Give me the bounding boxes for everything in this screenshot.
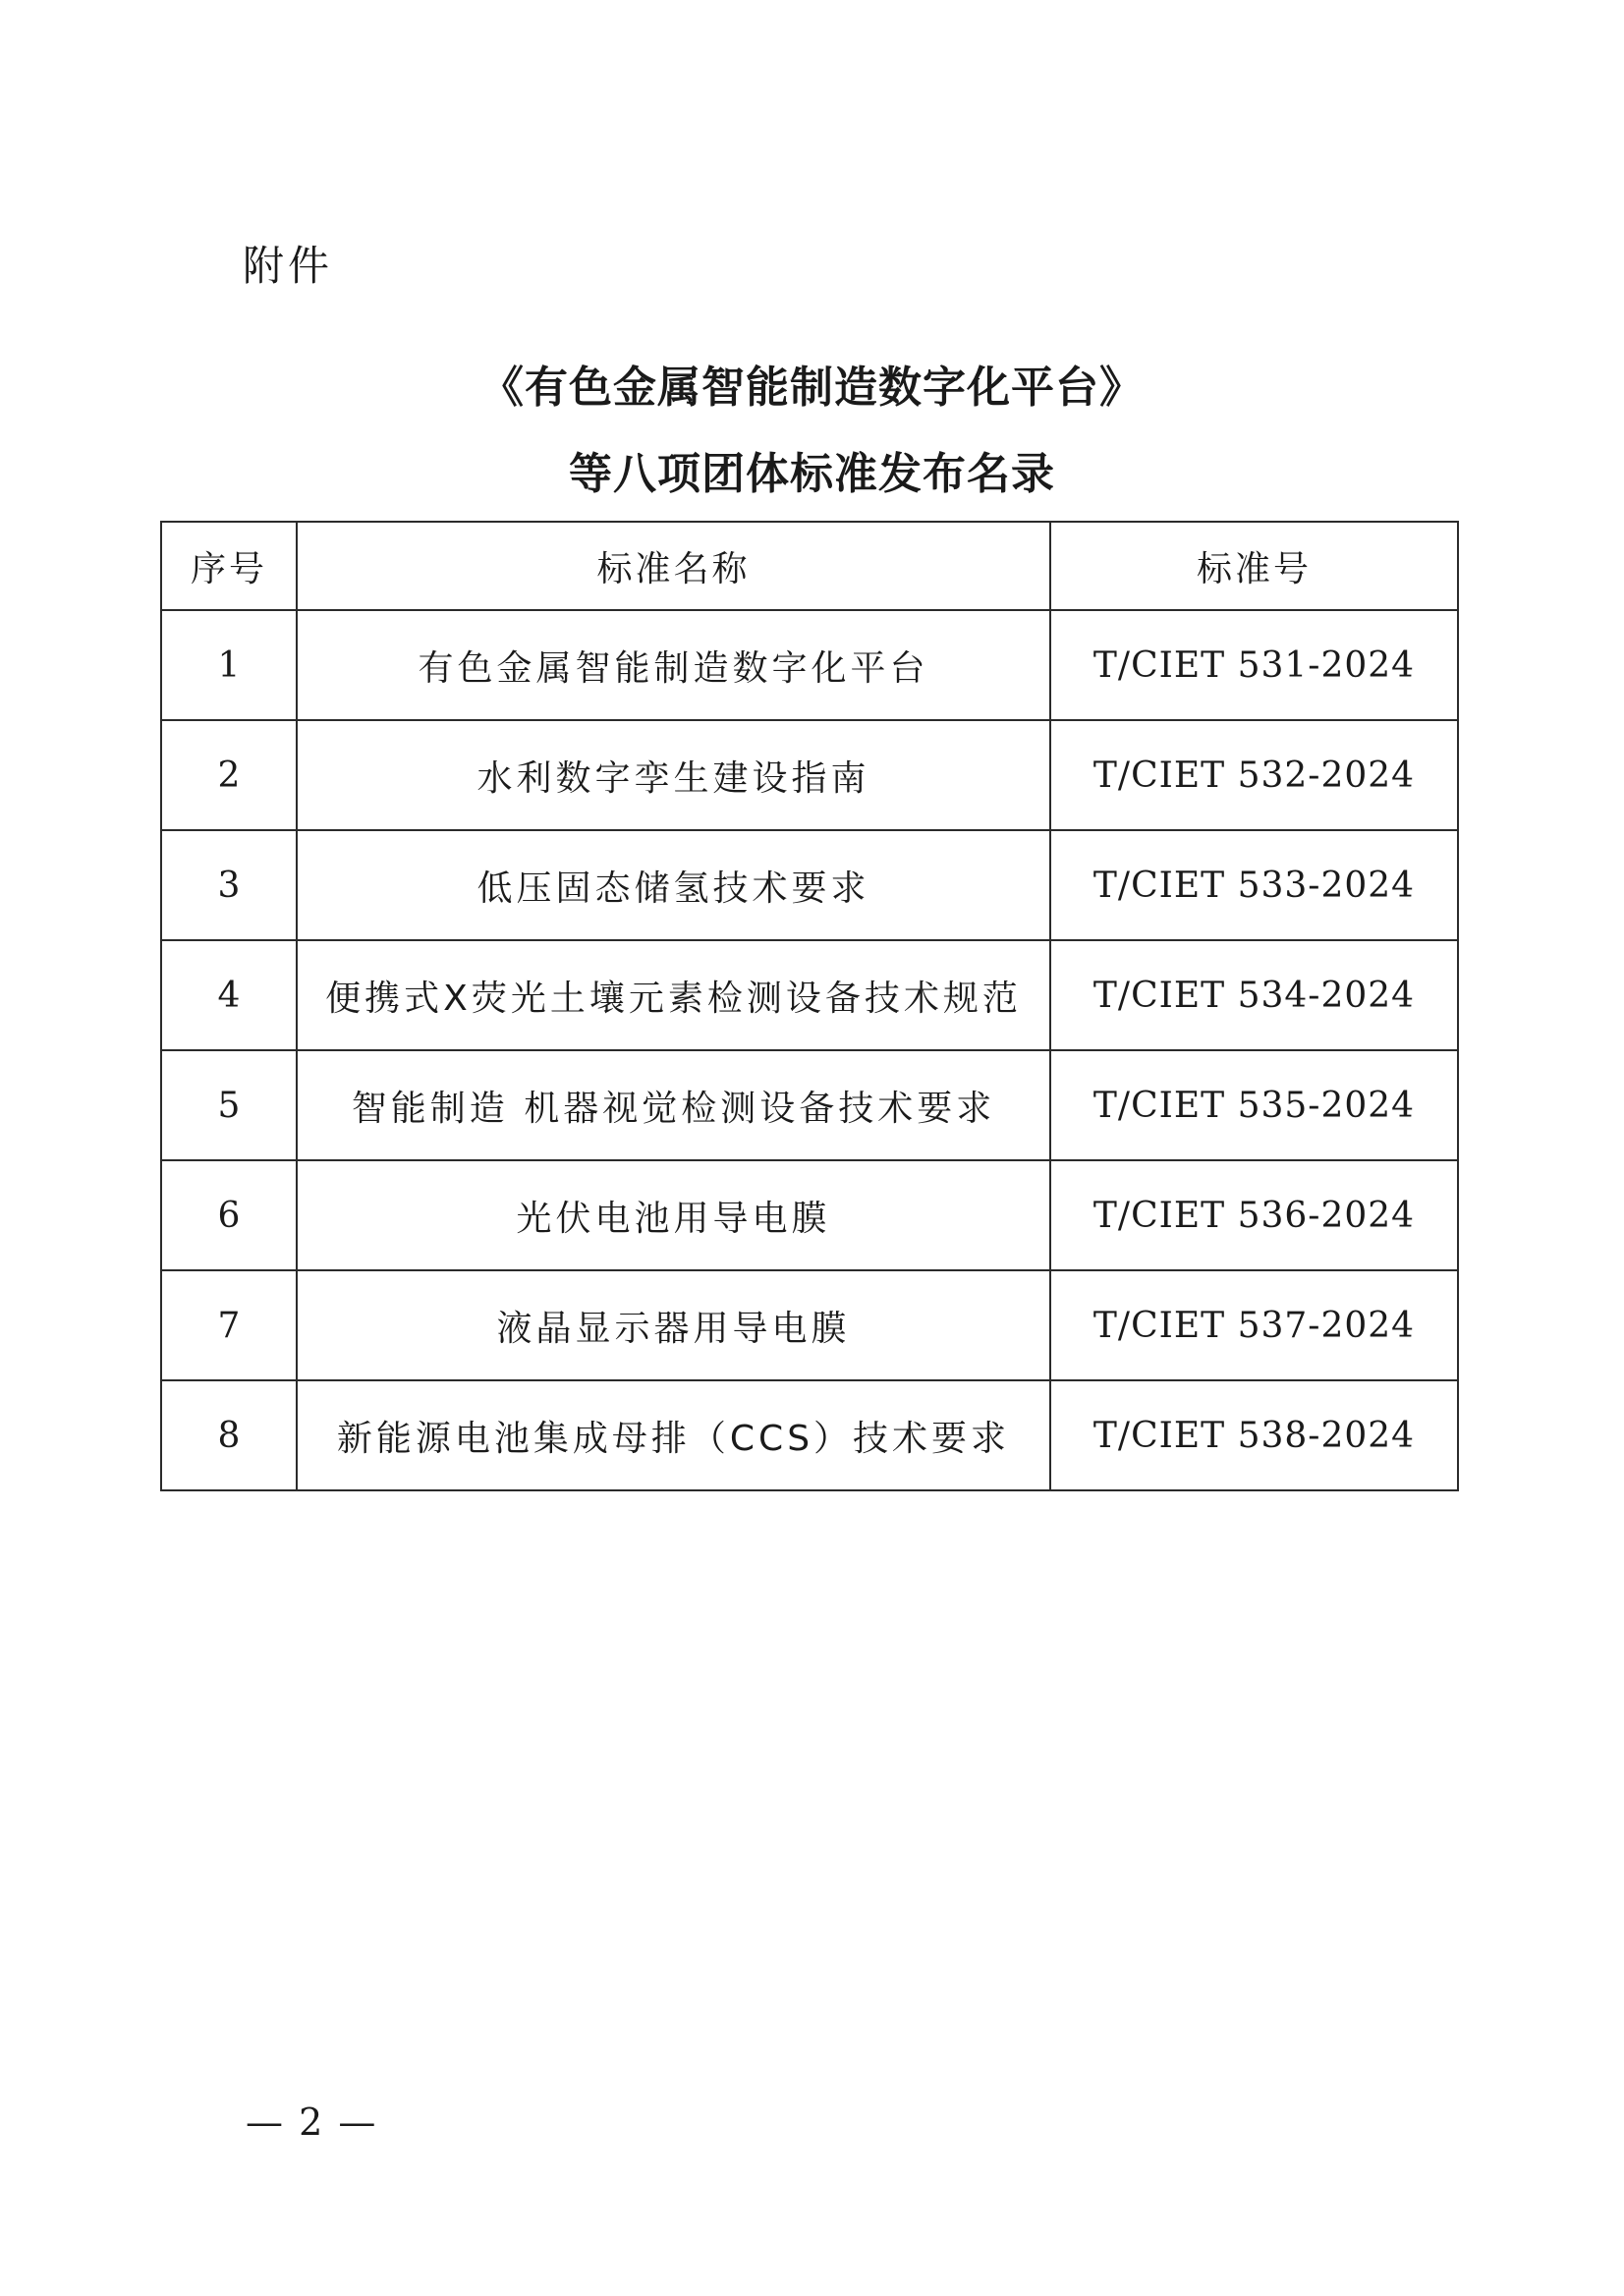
row-standard-name: 液晶显示器用导电膜 [297, 1270, 1050, 1380]
table-row [161, 1160, 1458, 1270]
header-standard-code: 标准号 [1050, 522, 1458, 610]
row-serial-number: 6 [161, 1160, 297, 1270]
standards-table [160, 521, 1459, 1491]
row-serial-number: 4 [161, 940, 297, 1050]
row-standard-code: T/CIET 532-2024 [1050, 720, 1458, 830]
table-header-row [161, 522, 1458, 610]
document-title-line-2: 等八项团体标准发布名录 [569, 449, 1055, 499]
row-standard-name: 水利数字孪生建设指南 [297, 720, 1050, 830]
row-serial-number: 7 [161, 1270, 297, 1380]
row-standard-name: 光伏电池用导电膜 [297, 1160, 1050, 1270]
row-standard-code: T/CIET 535-2024 [1050, 1050, 1458, 1160]
row-standard-code: T/CIET 533-2024 [1050, 830, 1458, 940]
row-serial-number: 5 [161, 1050, 297, 1160]
document-title-line-1: 《有色金属智能制造数字化平台》 [480, 363, 1144, 413]
table-row [161, 940, 1458, 1050]
table-row [161, 610, 1458, 720]
row-standard-name: 便携式X荧光土壤元素检测设备技术规范 [297, 940, 1050, 1050]
row-standard-code: T/CIET 534-2024 [1050, 940, 1458, 1050]
header-standard-name: 标准名称 [297, 522, 1050, 610]
row-standard-code: T/CIET 536-2024 [1050, 1160, 1458, 1270]
table-row [161, 1270, 1458, 1380]
table-row [161, 830, 1458, 940]
row-standard-name: 有色金属智能制造数字化平台 [297, 610, 1050, 720]
row-serial-number: 1 [161, 610, 297, 720]
row-standard-name: 低压固态储氢技术要求 [297, 830, 1050, 940]
row-standard-name: 新能源电池集成母排（CCS）技术要求 [297, 1380, 1050, 1490]
row-standard-code: T/CIET 537-2024 [1050, 1270, 1458, 1380]
row-serial-number: 2 [161, 720, 297, 830]
table-row [161, 1380, 1458, 1490]
table-row [161, 720, 1458, 830]
row-standard-code: T/CIET 538-2024 [1050, 1380, 1458, 1490]
table-row [161, 1050, 1458, 1160]
row-standard-name: 智能制造 机器视觉检测设备技术要求 [297, 1050, 1050, 1160]
page-number: — 2 — [246, 2100, 378, 2144]
attachment-label: 附件 [243, 242, 334, 290]
header-serial-number: 序号 [161, 522, 297, 610]
row-standard-code: T/CIET 531-2024 [1050, 610, 1458, 720]
row-serial-number: 8 [161, 1380, 297, 1490]
row-serial-number: 3 [161, 830, 297, 940]
